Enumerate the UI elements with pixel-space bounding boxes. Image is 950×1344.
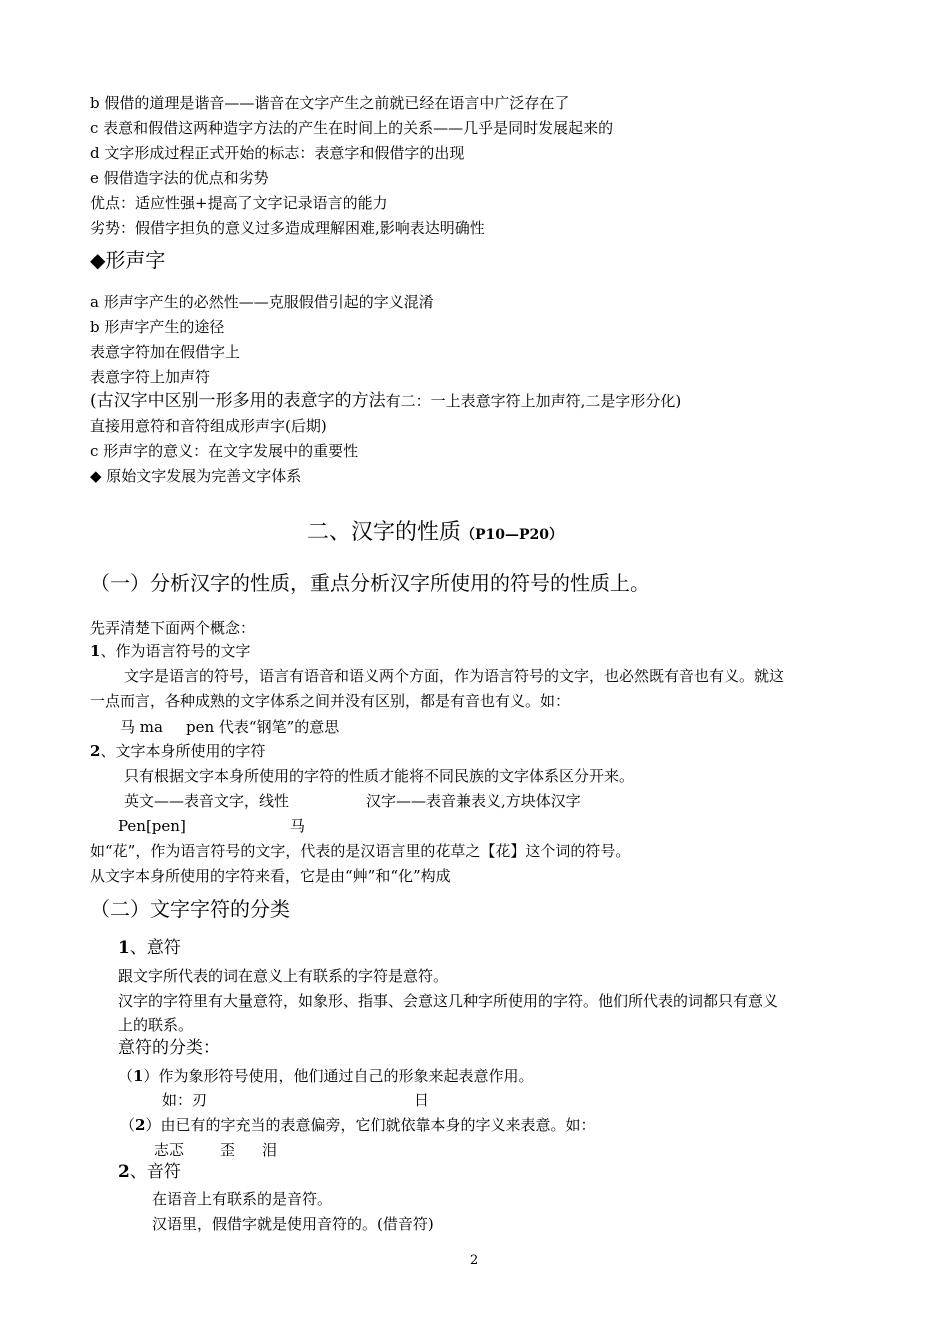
example-ren: 如：刃 bbox=[162, 1091, 208, 1109]
class1-number: 1 bbox=[133, 1067, 144, 1085]
yifu-classes-label: 意符的分类： bbox=[118, 1038, 220, 1058]
text-line: 汉字的字符里有大量意符，如象形、指事、会意这几种字所使用的字符。他们所代表的词都只有意义 bbox=[118, 992, 779, 1010]
page-number: 2 bbox=[470, 1253, 479, 1268]
text-line: 劣势：假借字担负的意义过多造成理解困难,影响表达明确性 bbox=[90, 219, 485, 237]
note-line bbox=[90, 391, 681, 411]
yifu-label: 、意符 bbox=[129, 938, 181, 958]
text-line: c 表意和假借这两种造字方法的产生在时间上的关系——几乎是同时发展起来的 bbox=[90, 119, 614, 137]
yinfu-heading bbox=[118, 1162, 181, 1182]
paragraph-line: 一点而言，各种成熟的文字体系之间并没有区别，都是有音也有义。如： bbox=[90, 692, 571, 710]
compare-pen: Pen[pen] bbox=[118, 817, 186, 835]
intro-line: 先弄清楚下面两个概念： bbox=[90, 619, 256, 637]
compare-ma: 马 bbox=[290, 817, 306, 835]
text-line: 上的联系。 bbox=[118, 1016, 194, 1034]
page-title bbox=[307, 518, 563, 548]
example-ma: 马 ma bbox=[120, 718, 163, 736]
yifu-class1 bbox=[118, 1066, 533, 1086]
text-line: 表意字符加在假借字上 bbox=[90, 343, 241, 361]
text-line: d 文字形成过程正式开始的标志：表意字和假借字的出现 bbox=[90, 144, 465, 162]
text-line: 直接用意符和音符组成形声字(后期) bbox=[90, 417, 327, 435]
text-line: 跟文字所代表的词在意义上有联系的字符是意符。 bbox=[118, 967, 449, 985]
text-line: 在语音上有联系的是音符。 bbox=[152, 1190, 333, 1208]
note-big-text: (古汉字中区别一形多用的表意字的方法 bbox=[90, 391, 386, 411]
section-title: 二、汉字的性质 bbox=[307, 520, 462, 545]
section-pages: （P10—P20） bbox=[461, 527, 564, 543]
compare-chinese: 汉字——表音兼表义,方块体汉字 bbox=[366, 792, 581, 810]
yifu-number: 1 bbox=[118, 938, 130, 958]
paren-open: （ bbox=[118, 1067, 134, 1085]
text-line: b 形声字产生的途径 bbox=[90, 318, 225, 336]
yifu-class2 bbox=[120, 1115, 595, 1135]
compare-english: 英文——表音文字，线性 bbox=[124, 792, 290, 810]
text-line: 汉语里，假借字就是使用音符的。(借音符) bbox=[152, 1215, 434, 1233]
text-line: b 假借的道理是谐音——谐音在文字产生之前就已经在语言中广泛存在了 bbox=[90, 94, 570, 112]
concept2-label: 、文字本身所使用的字符 bbox=[100, 742, 266, 760]
note-small-text: 有二：一上表意字符上加声符,二是字形分化) bbox=[385, 392, 682, 410]
example-pen: pen 代表“钢笔”的意思 bbox=[186, 718, 340, 736]
example-lei: 泪 bbox=[262, 1141, 278, 1159]
text-line: 如“花”，作为语言符号的文字，代表的是汉语言里的花草之【花】这个词的符号。 bbox=[90, 842, 631, 860]
text-line: a 形声字产生的必然性——克服假借引起的字义混淆 bbox=[90, 293, 434, 311]
class1-label: ）作为象形符号使用，他们通过自己的形象来起表意作用。 bbox=[143, 1067, 534, 1085]
text-line: ◆ 原始文字发展为完善文字体系 bbox=[90, 467, 302, 485]
part2-heading: （二）文字字符的分类 bbox=[90, 897, 290, 921]
concept1-number: 1 bbox=[90, 642, 101, 660]
paragraph-line: 只有根据文字本身所使用的字符的性质才能将不同民族的文字体系区分开来。 bbox=[124, 767, 635, 785]
text-line: 表意字符上加声符 bbox=[90, 368, 211, 386]
concept1-label: 、作为语言符号的文字 bbox=[100, 642, 251, 660]
example-zhite: 志忑 bbox=[154, 1141, 185, 1159]
paragraph-line: 文字是语言的符号，语言有语音和语义两个方面，作为语言符号的文字，也必然既有音也有义。就这 bbox=[124, 667, 785, 685]
class2-number: 2 bbox=[135, 1116, 146, 1134]
class2-label: ）由已有的字充当的表意偏旁，它们就依靠本身的字义来表意。如： bbox=[145, 1116, 596, 1134]
section-heading-xingsheng: ◆形声字 bbox=[90, 248, 166, 272]
yifu-heading bbox=[118, 938, 181, 958]
paren-open: （ bbox=[120, 1116, 136, 1134]
example-ri: 日 bbox=[414, 1091, 430, 1109]
example-wai: 歪 bbox=[220, 1141, 236, 1159]
yinfu-label: 、音符 bbox=[129, 1162, 181, 1182]
text-line: 从文字本身所使用的字符来看，它是由“艸”和“化”构成 bbox=[90, 867, 451, 885]
yinfu-number: 2 bbox=[118, 1162, 130, 1182]
text-line: 优点：适应性强+提高了文字记录语言的能力 bbox=[90, 194, 388, 212]
text-line: e 假借造字法的优点和劣势 bbox=[90, 169, 269, 187]
text-line: c 形声字的意义：在文字发展中的重要性 bbox=[90, 442, 359, 460]
concept1-heading bbox=[90, 641, 250, 661]
part1-heading: （一）分析汉字的性质，重点分析汉字所使用的符号的性质上。 bbox=[90, 571, 650, 595]
concept2-heading bbox=[90, 741, 265, 761]
concept2-number: 2 bbox=[90, 742, 101, 760]
